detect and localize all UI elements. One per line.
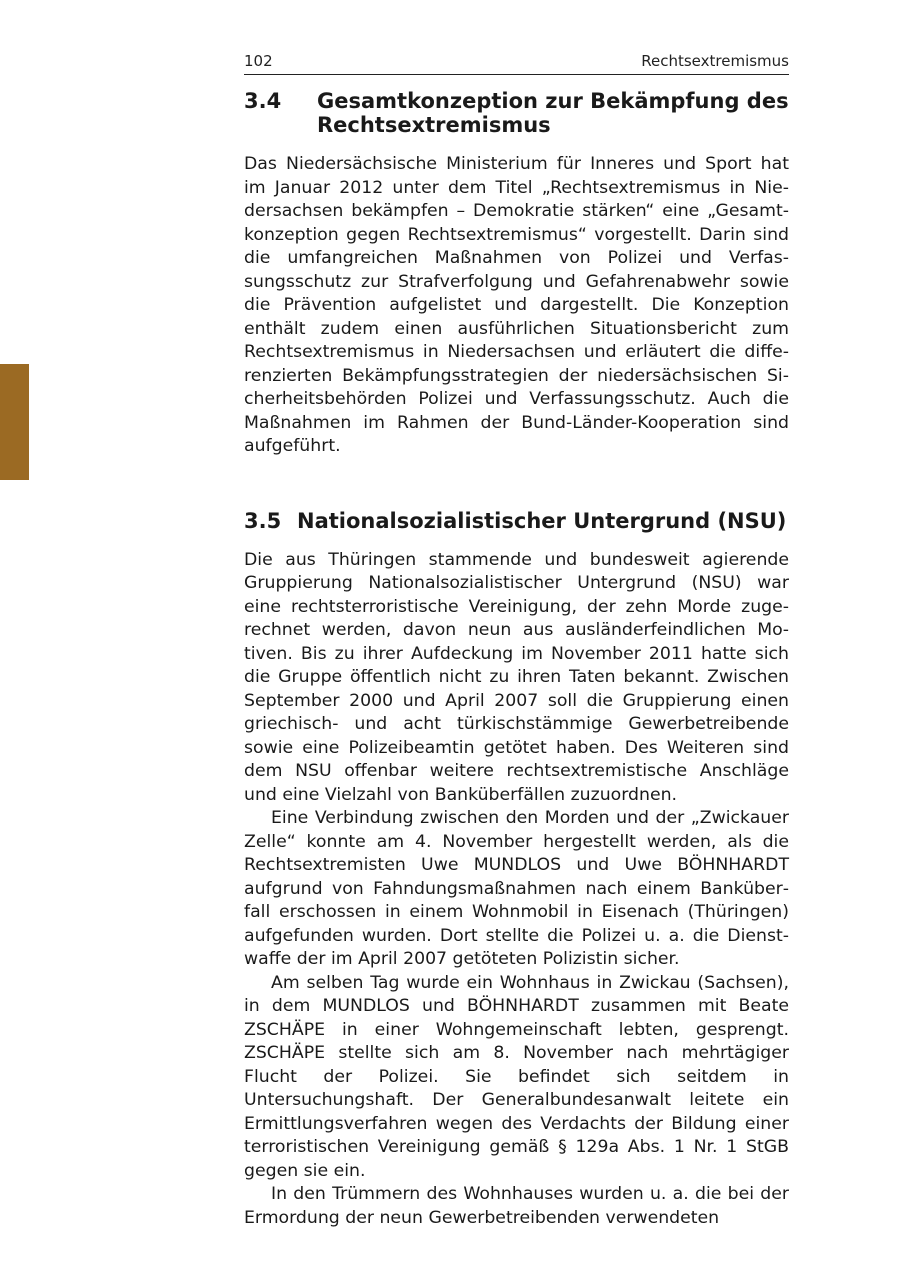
document-page bbox=[244, 50, 789, 1230]
paragraph: Das Niedersächsische Ministerium für Inneres und Sport hat im Januar 2012 unter dem Titel „Rechtsextremismus in Niedersachsen bekämpfen – Demokratie stärken“ eine „Gesamtkonzeption gegen Rechtsextremismus“ vorgestellt. Darin sind die umfangreichen Maßnahmen von Polizei und Verfassungsschutz zur Strafverfolgung und Gefahrenabwehr sowie die Prävention aufgelistet und dargestellt. Die Konzeption enthält zudem einen ausführlichen Situationsbericht zum Rechtsextremismus in Niedersachsen und erläutert die differenzierten Bekämpfungsstrategien der niedersächsischen Sicherheitsbehörden Polizei und Verfassungsschutz. Auch die Maßnahmen im Rahmen der Bund-Länder-Kooperation sind aufgeführt. bbox=[244, 154, 789, 456]
paragraph: Eine Verbindung zwischen den Morden und der „Zwickauer Zelle“ konnte am 4. November hergestellt werden, als die Rechtsextremisten Uwe MUNDLOS und Uwe BÖHNHARDT aufgrund von Fahndungsmaßnahmen nach einem Banküberfall erschossen in einem Wohnmobil in Eisenach (Thüringen) aufgefunden wurden. Dort stellte die Polizei u. a. die Dienstwaffe der im April 2007 getöteten Polizistin sicher. bbox=[244, 808, 789, 969]
paragraph: Die aus Thüringen stammende und bundesweit agierende Gruppierung Nationalsozialistischer Untergrund (NSU) war eine rechtsterroristische Vereinigung, der zehn Morde zugerechnet werden, davon neun aus ausländerfeindlichen Motiven. Bis zu ihrer Aufdeckung im November 2011 hatte sich die Gruppe öffentlich nicht zu ihren Taten bekannt. Zwischen September 2000 und April 2007 soll die Gruppierung einen griechisch- und acht türkischstämmige Gewerbetreibende sowie eine Polizeibeamtin getötet haben. Des Weiteren sind dem NSU offenbar weitere rechtsextremistische Anschläge und eine Vielzahl von Banküberfällen zuzuordnen. bbox=[244, 549, 789, 805]
section-heading-3-5 bbox=[244, 509, 789, 533]
section-title: Gesamtkonzeption zur Bekämpfung des Rechtsextremismus bbox=[317, 89, 789, 137]
section-body-3-5 bbox=[244, 549, 789, 1231]
paragraph: Am selben Tag wurde ein Wohnhaus in Zwickau (Sachsen), in dem MUNDLOS und BÖHNHARDT zusammen mit Beate ZSCHÄPE in einer Wohngemeinschaft lebten, gesprengt. ZSCHÄPE stellte sich am 8. November nach mehrtägiger Flucht der Polizei. Sie befindet sich seitdem in Untersuchungshaft. Der Generalbundesanwalt leitete ein Ermittlungsverfahren wegen des Verdachts der Bildung einer terroristischen Vereinigung gemäß § 129a Abs. 1 Nr. 1 StGB gegen sie ein. bbox=[244, 972, 789, 1181]
section-title: Nationalsozialistischer Untergrund (NSU) bbox=[297, 508, 787, 533]
section-body-3-4 bbox=[244, 153, 789, 459]
page-number: 102 bbox=[244, 52, 273, 70]
section-number: 3.5 bbox=[244, 508, 282, 533]
paragraph: In den Trümmern des Wohnhauses wurden u. a. die bei der Ermordung der neun Gewerbetreibenden verwendeten bbox=[244, 1184, 789, 1228]
chapter-title: Rechtsextremismus bbox=[641, 52, 789, 70]
chapter-thumb-tab bbox=[0, 364, 29, 480]
section-number: 3.4 bbox=[244, 89, 282, 113]
running-header bbox=[244, 50, 789, 75]
section-heading-3-4 bbox=[244, 89, 789, 137]
